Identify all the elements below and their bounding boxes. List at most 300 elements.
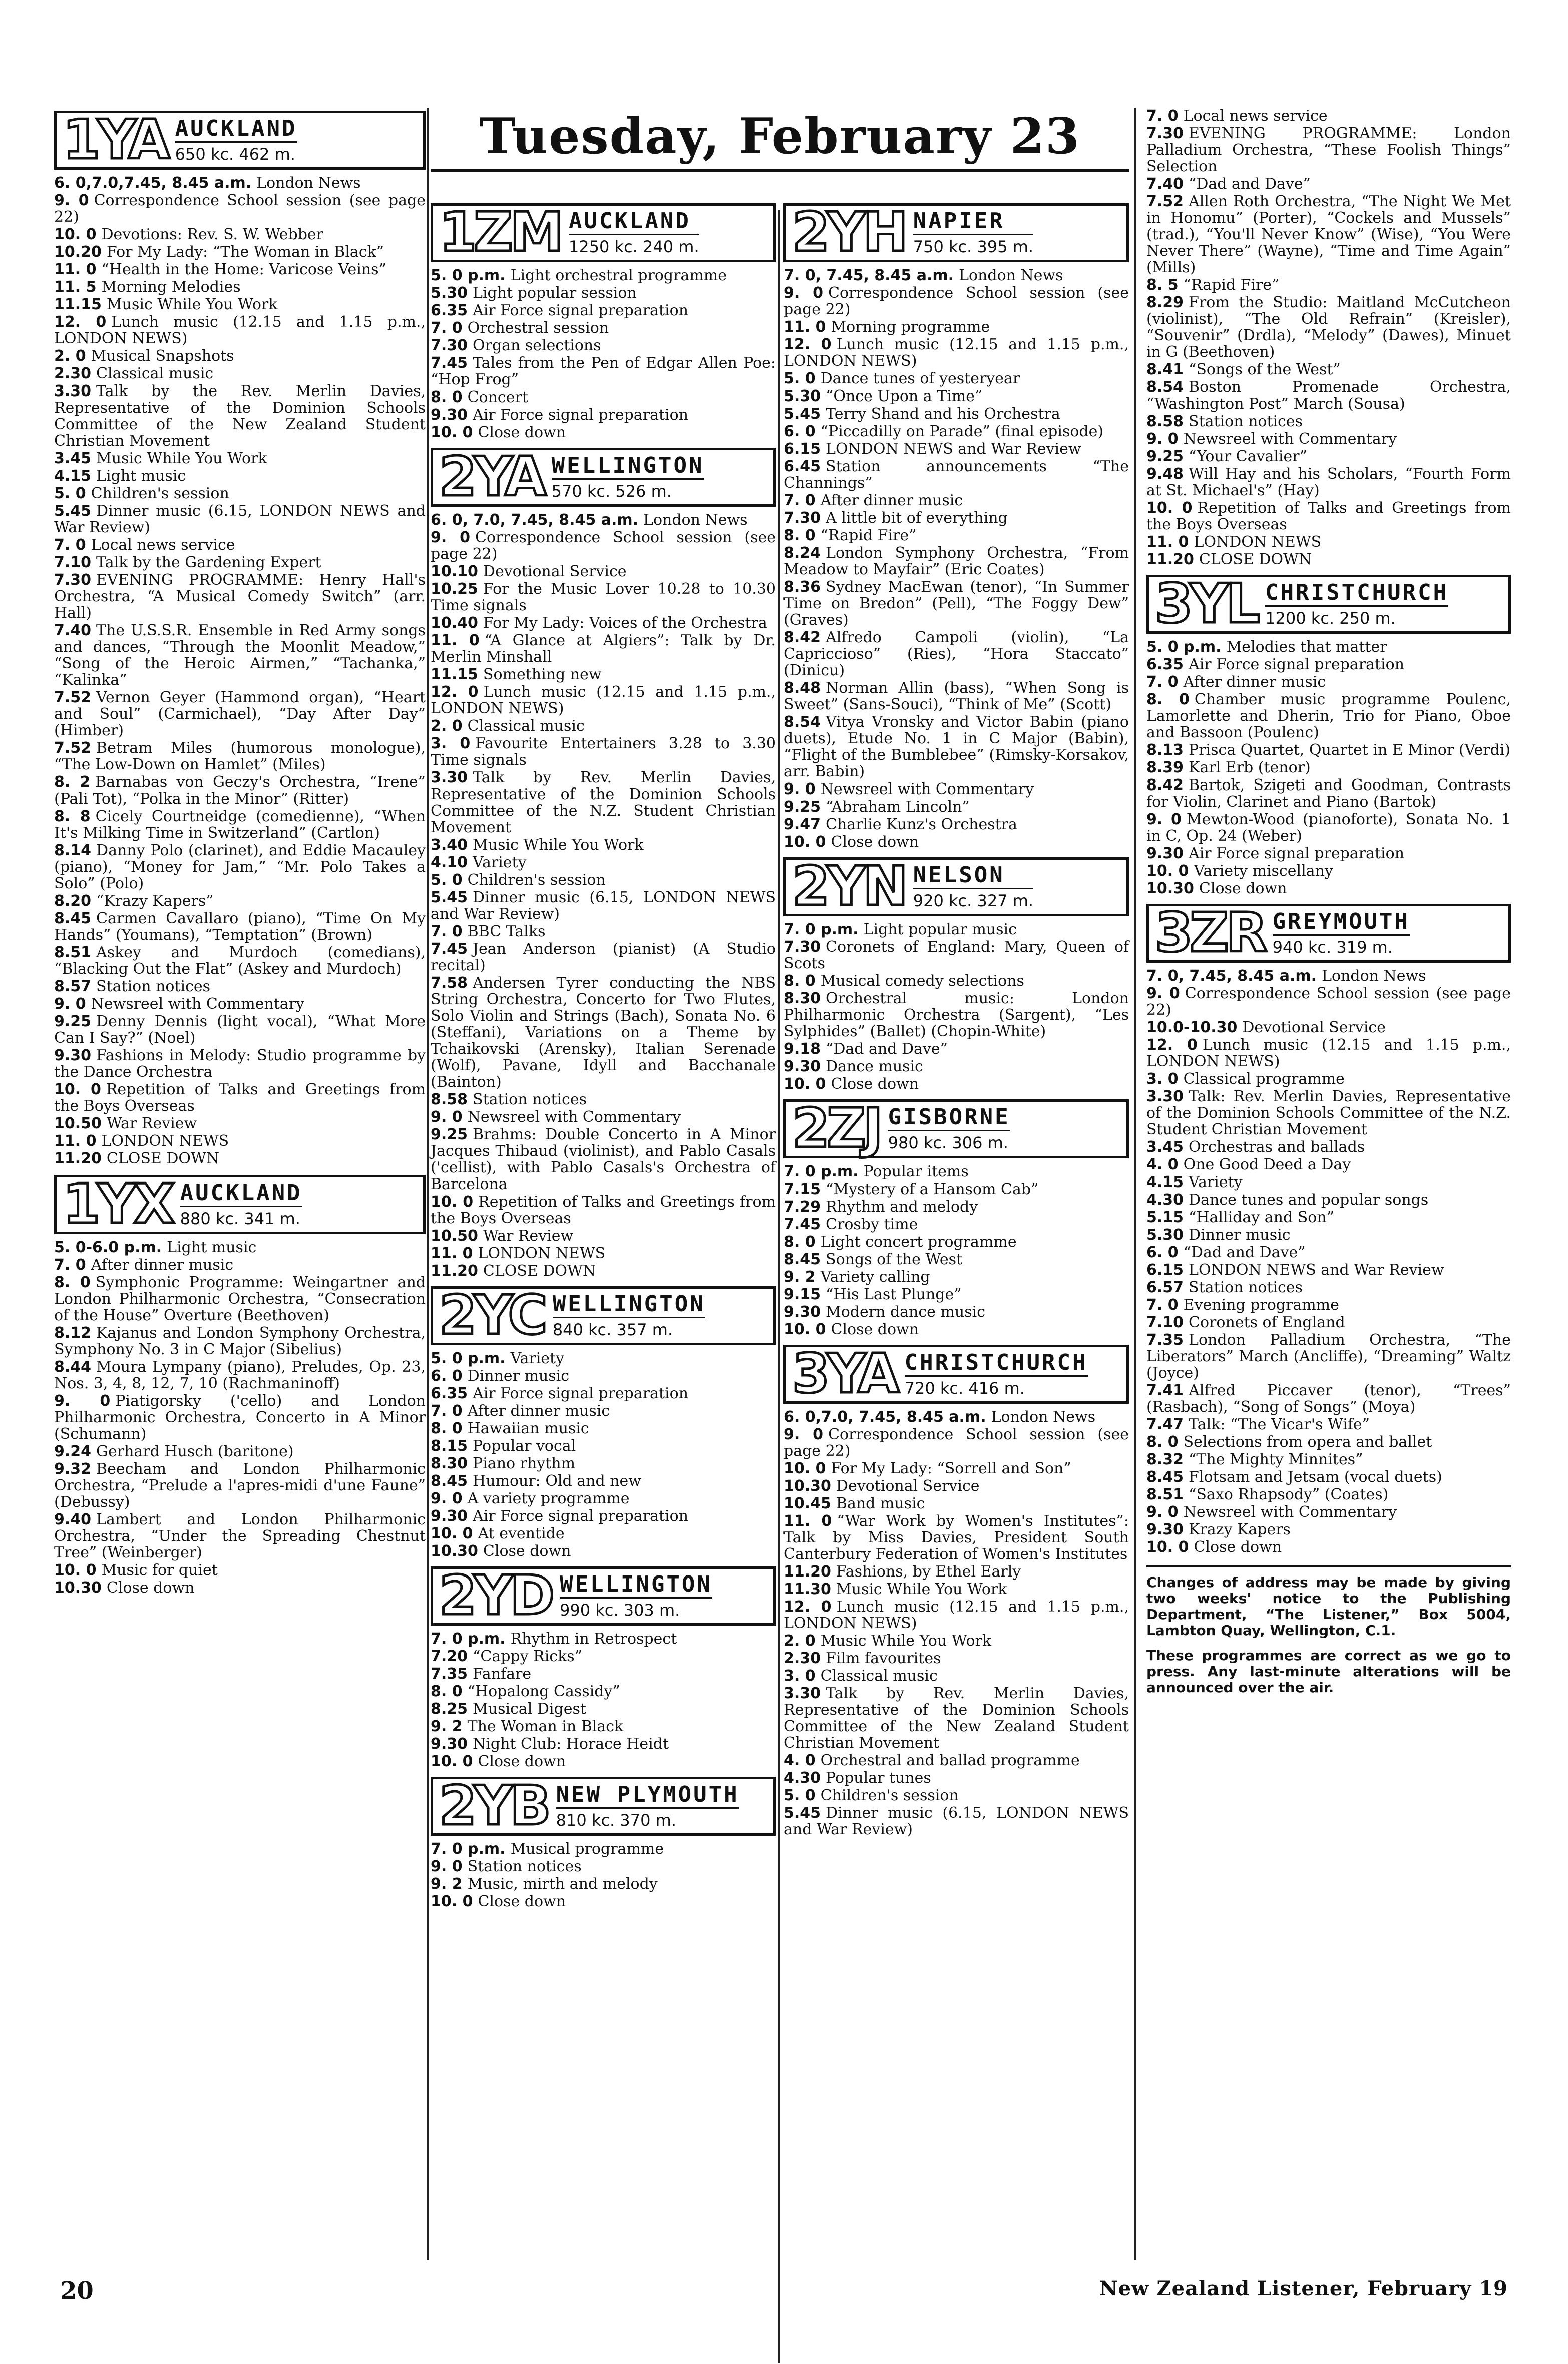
program-time: 5. 0 [783,370,816,387]
program-item [54,485,426,502]
station-city: WELLINGTON [553,1292,705,1318]
program-item [431,666,776,683]
program-item [1146,176,1511,192]
station-callsign: 2YC [439,1284,545,1347]
program-time: 9.40 [54,1511,92,1528]
program-description: Humour: Old and new [473,1472,641,1490]
program-time: 10. 0 [54,1081,101,1098]
program-time: 10. 0 [431,1893,473,1910]
program-time: 9. 0 [431,529,470,546]
program-item [1146,985,1511,1018]
program-item [783,1581,1129,1598]
program-item [1146,1504,1511,1520]
program-time: 8.39 [1146,759,1184,776]
program-description: Close down [831,833,919,851]
program-time: 5. 0 [783,1787,816,1804]
program-time: 8. 8 [54,808,91,825]
program-description: Station notices [1189,413,1303,430]
station-header-2yh [783,203,1129,262]
program-item [54,808,426,841]
program-time: 4.30 [783,1769,821,1787]
program-description: Variety [473,854,527,871]
program-item [783,1495,1129,1512]
program-description: Close down [478,1753,566,1770]
program-description: Alfred Piccaver (tenor), “Trees” (Rasbach), “Song of Songs” (Moya) [1146,1382,1511,1416]
program-description: “War Work by Women's Institutes”: Talk by Miss Davies, President South Canterbury Federation of Women's Institutes [783,1512,1129,1563]
program-item [783,1633,1129,1649]
program-time: 2. 0 [431,717,463,735]
program-item [1146,742,1511,758]
program-time: 8.42 [1146,776,1184,794]
program-description: Close down [831,1321,919,1338]
program-item [1146,413,1511,430]
program-time: 6. 0 [431,1367,463,1385]
program-item [54,572,426,621]
program-time: 7.47 [1146,1416,1184,1433]
program-description: Symphonic Programme: Weingartner and London Philharmonic Orchestra, “Consecration of the House” Overture (Beethoven) [54,1274,426,1324]
program-time: 9.15 [783,1286,821,1303]
program-item [783,1269,1129,1285]
program-description: Musical Snapshots [91,347,234,365]
program-time: 9.30 [431,1507,468,1525]
program-item [431,1543,776,1559]
program-time: 7.45 [431,940,468,958]
program-item [1146,1209,1511,1226]
program-description: Mewton-Wood (pianoforte), Sonata No. 1 in C, Op. 24 (Weber) [1146,811,1511,845]
program-time: 9.25 [1146,448,1184,465]
program-description: Local news service [1183,107,1328,125]
program-item [54,1461,426,1510]
program-description: Morning programme [831,318,990,336]
station-callsign: 3ZR [1155,902,1265,964]
page-number: 20 [60,2277,94,2305]
program-description: Talk by Rev. Merlin Davies, Representative of the Dominion Schools Committee of the New Zealand Student Christian Movement [783,1685,1129,1752]
program-description: Vitya Vronsky and Victor Babin (piano duets), Etude No. 1 in C Major (Babin), “Flight of the Bumblebee” (Rimsky-Korsakov, arr. Babin) [783,713,1129,780]
program-item [431,581,776,614]
program-time: 10.10 [431,563,478,580]
program-time: 9. 2 [431,1718,463,1735]
program-item [431,1385,776,1402]
program-description: Evening programme [1183,1296,1339,1314]
program-time: 5. 0 p.m. [1146,638,1222,656]
station-frequency: 990 kc. 303 m. [560,1600,680,1620]
program-description: One Good Deed a Day [1183,1156,1351,1173]
program-item [783,1685,1129,1751]
program-description: London News [1322,967,1426,985]
program-time: 9. 0 [54,995,86,1013]
program-time: 6. 0, 7.0, 7.45, 8.45 a.m. [431,511,639,529]
program-description: Coronets of England: Mary, Queen of Scots [783,938,1129,972]
program-description: Repetition of Talks and Greetings from the Boys Overseas [54,1081,426,1115]
program-time: 11.15 [431,666,478,683]
address-change-notice: Changes of address may be made by giving two weeks' notice to the Publishing Department, “The Listener,” Box 5004, Lambton Quay, Wellington, C.1. [1146,1565,1511,1639]
program-description: Barnabas von Geczy's Orchestra, “Irene” (Pali Tot), “Polka in the Minor” (Ritter) [54,773,426,808]
program-item [431,769,776,836]
program-description: Devotional Service [483,563,627,580]
program-item [431,302,776,319]
program-item [431,1701,776,1717]
program-item [431,424,776,441]
program-time: 7.52 [54,739,92,757]
program-description: Talk by the Rev. Merlin Davies, Representative of the Dominion Schools Committee of the New Zealand Student Christian Movement [54,382,426,450]
program-time: 7. 0 [431,923,463,940]
station-frequency: 840 kc. 357 m. [552,1320,673,1339]
program-time: 11. 0 [783,318,826,336]
program-item [783,1650,1129,1667]
program-time: 7.45 [783,1216,821,1233]
program-item [1146,1451,1511,1468]
program-description: Popular vocal [473,1437,576,1455]
program-description: Air Force signal preparation [473,406,689,424]
program-description: Air Force signal preparation [1189,845,1405,862]
program-time: 10. 0 [1146,499,1193,517]
program-item [1146,277,1511,293]
station-callsign: 2YB [439,1775,548,1837]
program-description: War Review [483,1227,574,1245]
program-description: London News [959,267,1063,284]
program-description: Beecham and London Philharmonic Orchestra, “Prelude a l'apres-midi d'une Faune” (Debussy) [54,1460,426,1511]
program-item [1146,863,1511,879]
program-description: Bartok, Szigeti and Goodman, Contrasts for Violin, Clarinet and Piano (Bartok) [1146,776,1511,811]
program-item [783,1513,1129,1562]
program-time: 6.45 [783,458,821,475]
program-description: Newsreel with Commentary [467,1108,681,1126]
program-time: 7.45 [431,354,468,372]
program-item [1146,1314,1511,1331]
program-description: A little bit of everything [826,509,1008,527]
program-item [783,1599,1129,1632]
program-item [431,1718,776,1735]
program-item [431,889,776,922]
program-list-1zm [431,267,776,441]
program-description: Selections from opera and ballet [1183,1433,1432,1451]
program-description: Music While You Work [106,296,278,313]
program-description: Close down [478,1893,566,1910]
program-description: Cicely Courtneidge (comedienne), “When It's Milking Time in Switzerland” (Cartlon) [54,808,426,842]
station-city: WELLINGTON [552,454,704,479]
program-time: 7. 0, 7.45, 8.45 a.m. [783,267,954,284]
program-item [783,816,1129,833]
program-description: Betram Miles (humorous monologue), “The Low-Down on Hamlet” (Miles) [54,739,426,773]
program-time: 12. 0 [54,313,107,331]
program-item [1146,1227,1511,1243]
program-item [783,1668,1129,1684]
program-time: 7. 0 [54,1256,86,1274]
program-time: 11.20 [431,1262,478,1280]
program-description: Station notices [473,1091,587,1108]
program-time: 8.48 [783,679,821,697]
program-time: 8.44 [54,1358,92,1376]
program-description: “Songs of the West” [1189,361,1341,378]
program-item [54,383,426,449]
program-item [431,1893,776,1910]
program-item [1146,759,1511,776]
program-description: Dinner music (6.15, LONDON NEWS and War Review) [783,1804,1129,1838]
program-description: Local news service [91,536,235,554]
program-time: 11.20 [1146,551,1194,568]
program-time: 7.35 [1146,1331,1184,1349]
program-time: 7. 0 [1146,107,1179,125]
program-description: Dinner music [467,1367,570,1385]
program-time: 8.29 [1146,294,1184,311]
program-description: Newsreel with Commentary [1183,430,1397,448]
program-description: Norman Allin (bass), “When Song is Sweet” (Sans-Souci), “Think of Me” (Scott) [783,679,1129,713]
program-description: “Krazy Kapers” [96,892,214,910]
program-time: 7. 0 [783,492,816,509]
program-description: Close down [106,1579,195,1597]
program-description: For My Lady: “The Woman in Black” [106,243,384,261]
program-item [783,388,1129,405]
program-description: LONDON NEWS [1194,533,1322,551]
program-description: Classical music [96,365,214,382]
program-description: Variety calling [820,1268,930,1286]
program-item [431,941,776,974]
program-item [1146,674,1511,690]
program-item [431,320,776,336]
program-time: 9. 0 [54,192,89,209]
station-header-2yd [431,1566,776,1626]
program-item [1146,1469,1511,1485]
program-item [1146,551,1511,568]
program-list-3ya [783,1409,1129,1838]
program-description: Air Force signal preparation [1189,656,1405,673]
program-time: 4.30 [1146,1191,1184,1209]
program-time: 7.30 [1146,125,1184,142]
program-item [54,1562,426,1579]
station-callsign: 1ZM [439,201,561,264]
program-time: 4.10 [431,854,468,871]
station-header-2yc [431,1286,776,1345]
program-description: At eventide [478,1525,565,1542]
station-city: CHRISTCHURCH [1265,581,1448,606]
station-city: NEW PLYMOUTH [556,1783,739,1808]
station-city: AUCKLAND [175,117,297,142]
program-description: Station notices [467,1858,582,1875]
program-time: 5. 0-6.0 p.m. [54,1239,162,1256]
program-description: Sydney MacEwan (tenor), “In Summer Time on Bredon” (Pell), “The Foggy Dew” (Graves) [783,578,1129,629]
station-header-1yx [54,1175,426,1234]
station-frequency: 880 kc. 341 m. [180,1209,300,1228]
program-time: 7.30 [431,337,468,354]
program-time: 8.45 [431,1472,468,1490]
program-description: Classical music [820,1667,938,1685]
program-description: Rhythm and melody [826,1198,978,1216]
program-description: “The Mighty Minnites” [1189,1451,1363,1468]
program-description: London News [991,1408,1096,1426]
program-item [54,944,426,977]
program-item [1146,500,1511,533]
program-item [1146,845,1511,862]
program-item [54,296,426,313]
program-item [431,1858,776,1875]
program-item [1146,1174,1511,1191]
program-item [783,680,1129,713]
station-city: GREYMOUTH [1273,910,1410,935]
station-callsign: 2YH [792,201,905,264]
program-time: 10.50 [54,1115,102,1132]
program-time: 4. 0 [783,1752,816,1769]
program-item [431,529,776,562]
program-time: 8.58 [431,1091,468,1108]
program-item [783,1478,1129,1494]
program-item [54,537,426,553]
program-description: Karl Erb (tenor) [1189,759,1311,776]
program-time: 11.15 [54,296,102,313]
program-description: Gerhard Husch (baritone) [96,1443,294,1460]
program-description: Air Force signal preparation [473,1507,689,1525]
column-1 [54,108,426,1597]
program-description: Fanfare [473,1665,532,1683]
program-description: “Health in the Home: Varicose Veins” [101,261,386,278]
program-description: Music for quiet [101,1561,218,1579]
program-item [783,990,1129,1040]
program-time: 9.18 [783,1040,821,1058]
program-time: 7.35 [431,1665,468,1683]
program-item [783,1805,1129,1838]
program-description: Denny Dennis (light vocal), “What More Can I Say?” (Noel) [54,1013,426,1047]
program-description: Air Force signal preparation [473,1385,689,1402]
program-time: 4.15 [1146,1173,1184,1191]
program-description: LONDON NEWS [478,1245,606,1262]
program-time: 3. 0 [783,1667,816,1685]
program-time: 8.32 [1146,1451,1184,1468]
station-header-3yl [1146,575,1511,634]
program-item [431,632,776,665]
program-item [1146,691,1511,741]
program-description: Variety miscellany [1194,862,1333,880]
program-time: 9. 2 [431,1875,463,1893]
program-list-2yc [431,1350,776,1559]
station-header-2ya [431,448,776,507]
program-description: Close down [1194,1538,1282,1556]
program-description: Alfredo Campoli (violin), “La Capriccioso” (Ries), “Hora Staccato” (Dinicu) [783,629,1129,679]
program-time: 2.30 [783,1650,821,1667]
program-time: 8.14 [54,842,92,859]
program-item [431,389,776,406]
program-description: Organ selections [473,337,601,354]
program-description: Danny Polo (clarinet), and Eddie Macauley (piano), “Money for Jam,” “Mr. Polo Takes a Solo” (Polo) [54,842,426,892]
program-item [783,1770,1129,1786]
program-time: 8.51 [54,944,92,961]
program-description: War Review [106,1115,197,1132]
program-description: Light orchestral programme [510,267,727,284]
program-description: Prisca Quartet, Quartet in E Minor (Verdi) [1189,741,1511,759]
program-time: 8.42 [783,629,821,646]
program-item [431,923,776,940]
program-item [1146,1088,1511,1138]
program-description: Close down [1199,880,1287,897]
station-callsign: 2YA [439,446,544,508]
program-time: 7.40 [1146,175,1184,193]
program-item [1146,639,1511,655]
program-time: 7.40 [54,622,92,639]
program-item [783,285,1129,318]
program-item [783,1321,1129,1338]
program-description: Vernon Geyer (Hammond organ), “Heart and Soul” (Carmichael), “Day After Day” (Himber) [54,689,426,739]
program-description: Lambert and London Philharmonic Orchestra, “Under the Spreading Chestnut Tree” (Weinberger) [54,1511,426,1561]
program-item [431,1091,776,1108]
program-description: “Dad and Dave” [826,1040,948,1058]
program-description: Musical Digest [473,1700,586,1718]
program-time: 5.45 [783,1804,821,1822]
program-item [783,423,1129,440]
program-time: 6.15 [783,440,821,458]
program-item [783,336,1129,369]
program-time: 2. 0 [783,1632,816,1650]
program-item [431,1368,776,1384]
program-time: 10. 0 [783,833,826,851]
program-time: 8. 0 [54,1274,91,1291]
program-time: 11. 0 [431,1245,473,1262]
program-item [783,458,1129,491]
program-item [1146,294,1511,360]
program-description: Allen Roth Orchestra, “The Night We Met in Honomu” (Porter), “Cockels and Mussels” (trad.), “You'll Never Know” (Wise), “You Were Never There” (Wayne), “Time and Time Again” (Mills) [1146,193,1511,276]
station-header-2yn [783,857,1129,916]
program-time: 10.0-10.30 [1146,1019,1238,1036]
program-item [783,527,1129,544]
program-time: 7.10 [54,554,92,571]
program-time: 9.30 [431,1735,468,1753]
program-description: “Once Upon a Time” [826,387,983,405]
column-rule-3 [1134,108,1136,2260]
station-header-1ya [54,111,426,170]
program-description: Concert [467,388,528,406]
program-time: 10.30 [783,1477,831,1495]
program-item [431,355,776,388]
program-time: 9. 0 [431,1490,463,1507]
program-description: The U.S.S.R. Ensemble in Red Army songs and dances, “Through the Moonlit Meadow,” “Song of the Heroic Airmen,” “Tachanka,” “Kalinka” [54,622,426,689]
program-description: Lunch music (12.15 and 1.15 p.m., LONDON NEWS) [431,683,776,717]
program-time: 6. 0,7.0, 7.45, 8.45 a.m. [783,1408,986,1426]
program-time: 8.41 [1146,361,1184,378]
program-time: 12. 0 [431,683,479,701]
program-time: 3.30 [1146,1088,1184,1105]
program-item [431,684,776,717]
program-item [783,1199,1129,1215]
program-time: 11. 0 [783,1512,832,1530]
program-description: Children's session [820,1787,959,1804]
program-time: 9.25 [783,798,821,816]
program-time: 8. 0 [431,1420,463,1437]
program-description: “Your Cavalier” [1189,448,1307,465]
program-list-3yl [1146,639,1511,897]
program-description: “Cappy Ricks” [473,1648,582,1665]
program-time: 8.13 [1146,741,1184,759]
program-time: 7. 0 p.m. [431,1630,506,1648]
program-item [54,365,426,382]
station-frequency: 750 kc. 395 m. [913,237,1034,256]
program-description: Close down [478,424,566,441]
column-rule-1 [427,108,429,2260]
station-callsign: 3YA [792,1343,897,1405]
program-item [1146,361,1511,378]
program-item [54,279,426,295]
program-description: Variety [510,1350,565,1367]
program-time: 5.45 [431,889,468,906]
program-description: Dinner music (6.15, LONDON NEWS and War Review) [54,502,426,536]
program-item [431,1876,776,1892]
program-description: Station announcements “The Channings” [783,458,1129,492]
station-callsign: 2YN [792,855,905,918]
program-item [1146,1434,1511,1450]
program-description: London Symphony Orchestra, “From Meadow to Mayfair” (Eric Coates) [783,544,1129,578]
program-time: 12. 0 [783,1598,832,1616]
program-time: 8. 0 [783,972,816,990]
program-item [54,503,426,536]
program-item [54,348,426,364]
station-callsign: 3YL [1155,573,1258,635]
program-item [1146,880,1511,897]
